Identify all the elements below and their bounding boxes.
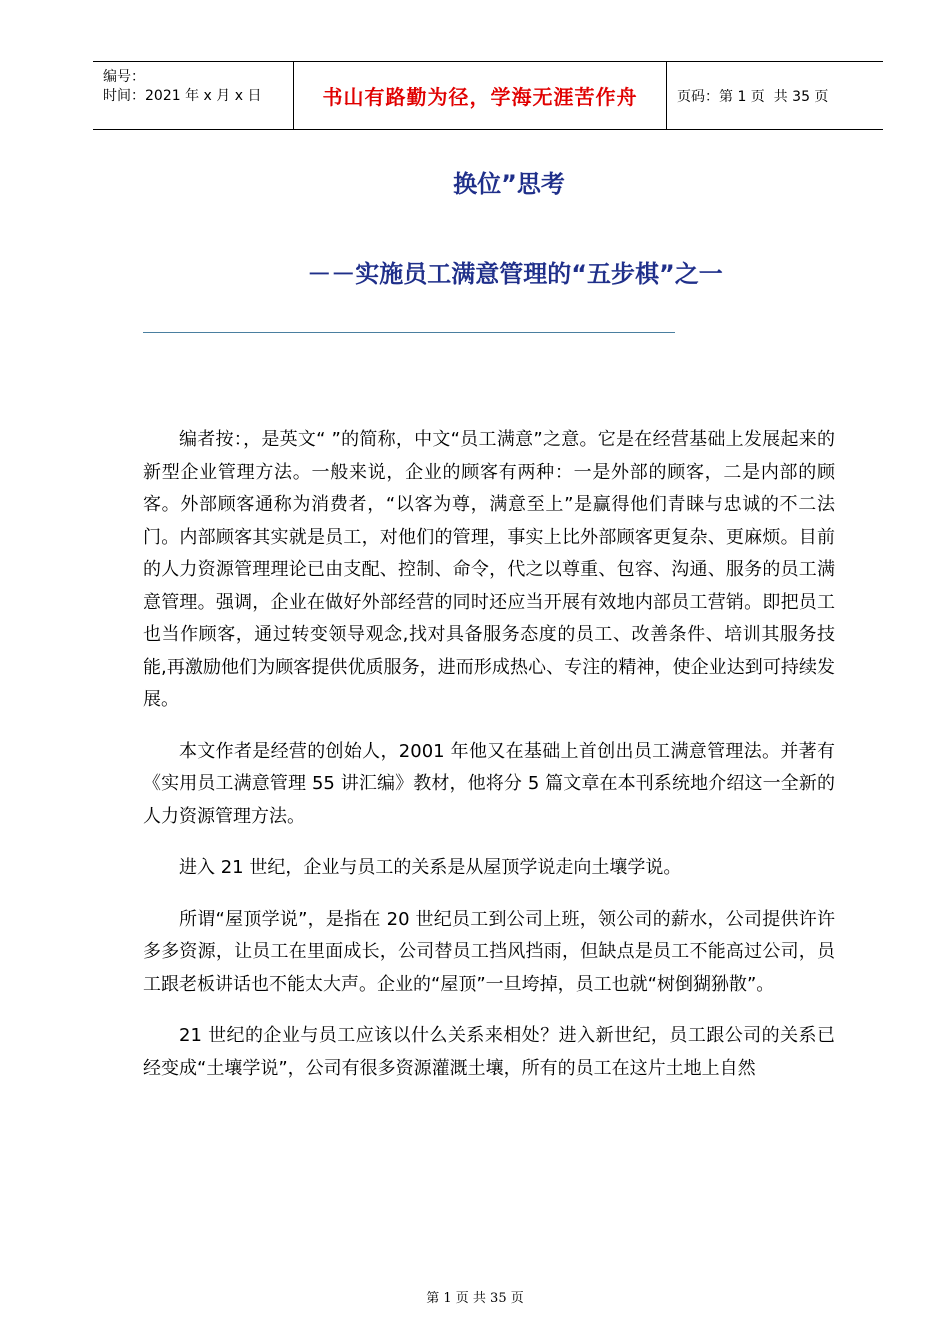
title-divider (143, 332, 675, 333)
document-title: 换位”思考 (453, 170, 565, 198)
paragraph: 21 世纪的企业与员工应该以什么关系来相处？进入新世纪，员工跟公司的关系已经变成“土壤学说”，公司有很多资源灌溉土壤，所有的员工在这片土地上自然 (143, 1025, 835, 1079)
page-footer: 第 1 页 共 35 页 (426, 1291, 524, 1306)
paragraph: 所谓“屋顶学说”，是指在 20 世纪员工到公司上班，领公司的薪水，公司提供许许多多资源，让员工在里面成长，公司替员工挡风挡雨，但缺点是员工不能高过公司，员工跟老板讲话也不能太大声。企业的“屋顶”一旦垮掉，员工也就“树倒猢狲散”。 (143, 908, 835, 995)
page-header (93, 61, 883, 130)
document-subtitle: －－实施员工满意管理的“五步棋”之一 (307, 260, 723, 288)
page-info: 页码：第 1 页 共 35 页 (677, 88, 829, 105)
number-label: 编号： (103, 69, 145, 85)
paragraph: 编者按：，是英文“ ”的简称，中文“员工满意”之意。它是在经营基础上发展起来的新型企业管理方法。一般来说，企业的顾客有两种：一是外部的顾客，二是内部的顾客。外部顾客通称为消费者，“以客为尊，满意至上”是赢得他们青睐与忠诚的不二法门。内部顾客其实就是员工，对他们的管理，事实上比外部顾客更复杂、更麻烦。目前的人力资源管理理论已由支配、控制、命令，代之以尊重、包容、沟通、服务的员工满意管理。强调，企业在做好外部经营的同时还应当开展有效地内部员工营销。即把员工也当作顾客，通过转变领导观念,找对具备服务态度的员工、改善条件、培训其服务技能,再激励他们为顾客提供优质服务，进而形成热心、专注的精神，使企业达到可持续发展。 (143, 429, 835, 710)
motto: 书山有路勤为径，学海无涯苦作舟 (322, 85, 638, 109)
header-page-cell (667, 62, 883, 129)
paragraph: 本文作者是经营的创始人，2001 年他又在基础上首创出员工满意管理法。并著有《实用员工满意管理 55 讲汇编》教材，他将分 5 篇文章在本刊系统地介绍这一全新的人力资源管理方法。 (143, 740, 835, 827)
document-body (143, 424, 835, 1104)
header-motto-cell (294, 62, 667, 129)
time-label: 时间：2021 年 x 月 x 日 (103, 88, 262, 104)
header-meta (93, 62, 294, 129)
paragraph: 进入 21 世纪，企业与员工的关系是从屋顶学说走向土壤学说。 (179, 857, 682, 878)
